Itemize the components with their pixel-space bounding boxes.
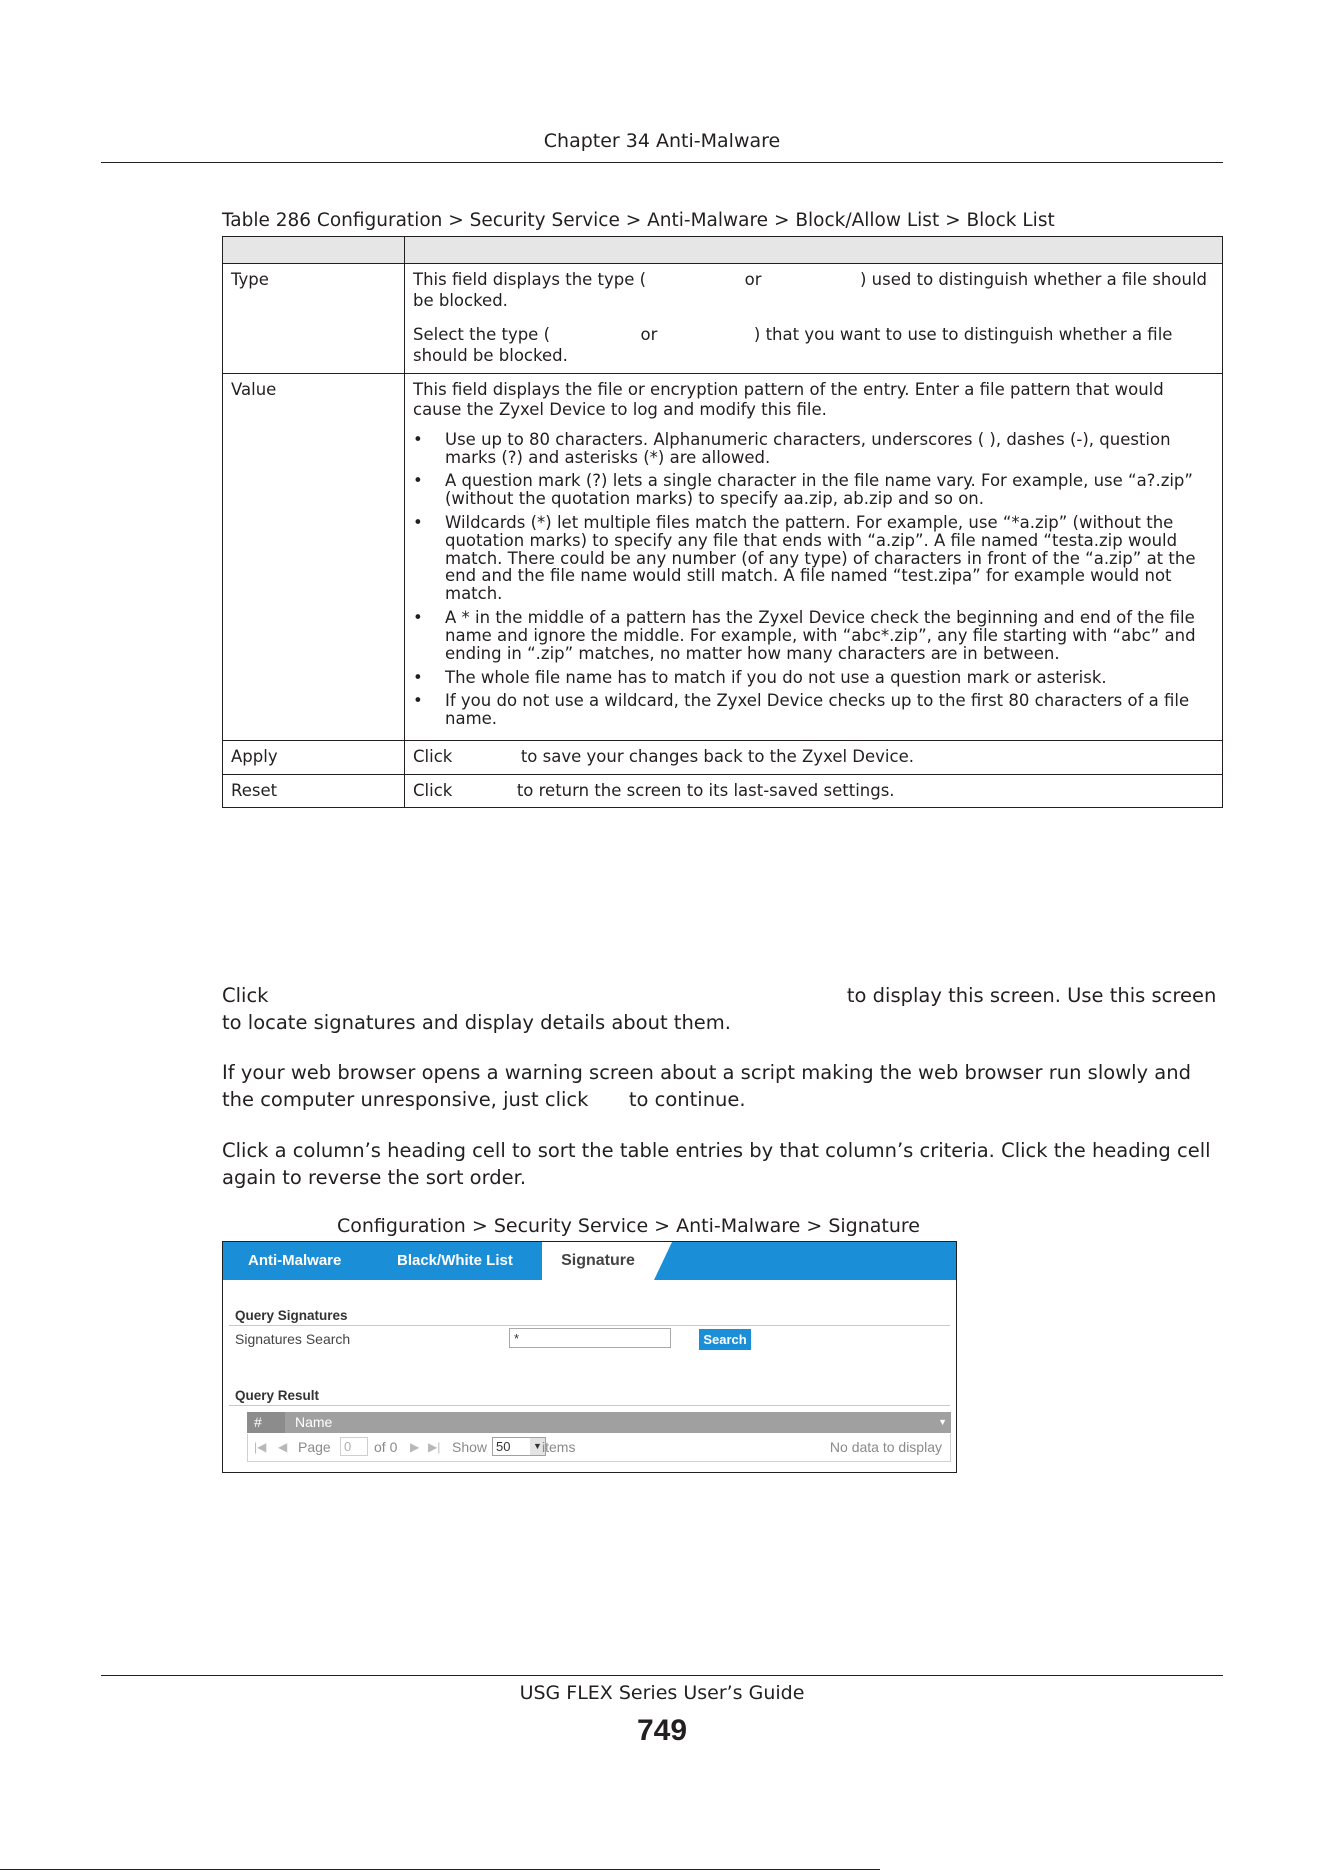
field-description-table [222, 236, 1223, 808]
signatures-search-input[interactable] [509, 1328, 671, 1348]
section-divider [229, 1405, 950, 1406]
table-row [223, 264, 1223, 374]
list-item: • A question mark (?) lets a single character in the file name vary. For example, use “a?.zip” (without the quotation marks) to specify aa.zip, ab.zip and so on. [445, 472, 1214, 508]
text-run: Select the type ( [413, 325, 551, 345]
table-row [223, 774, 1223, 808]
items-label: items [542, 1439, 576, 1455]
type-description-paragraph [413, 270, 1214, 311]
column-menu-icon[interactable]: ▼ [938, 1417, 947, 1427]
text-run: to display this screen. Use this screen to locate signatures and display details about them. [222, 984, 1217, 1034]
list-item: • Wildcards (*) let multiple files match the pattern. For example, use “*a.zip” (without the quotation marks) to specify any file that ends with “a.zip”. A file named “testa.zip would match. There could be any number (of any type) of characters in front of the “a.zip” at the end and the file name would still match. A file named “test.zipa” for example would not match. [445, 514, 1214, 603]
result-grid-pager [247, 1434, 951, 1462]
chapter-header: Chapter 34 Anti-Malware [543, 130, 781, 152]
footer-title: USG FLEX Series User’s Guide [519, 1682, 805, 1704]
list-item: • The whole file name has to match if you do not use a question mark or asterisk. [445, 669, 1214, 687]
column-header-name[interactable]: Name [295, 1414, 333, 1430]
text-run: ) that you want to use to distinguish whether a file should be blocked. [413, 325, 1173, 365]
row-description-reset [405, 774, 1223, 808]
table-caption: Table 286 Configuration > Security Service > Anti-Malware > Block/Allow List > Block List [222, 210, 1055, 231]
page-size-select[interactable] [492, 1437, 546, 1456]
text-run: or [744, 270, 762, 289]
table-row [223, 373, 1223, 740]
tab-notch [654, 1242, 672, 1280]
type-select-paragraph [413, 325, 1214, 366]
figure-caption: Configuration > Security Service > Anti-Malware > Signature [337, 1215, 920, 1237]
row-description-value [405, 373, 1223, 740]
text-run: to save your changes back to the Zyxel Device. [520, 746, 914, 766]
signature-screenshot [222, 1241, 957, 1473]
page-bottom-line [0, 1869, 880, 1870]
last-page-icon[interactable]: ▶| [428, 1440, 441, 1454]
list-item: • If you do not use a wildcard, the Zyxel Device checks up to the first 80 characters of a file name. [445, 692, 1214, 728]
page-number-input[interactable]: 0 [340, 1437, 368, 1456]
row-label-value: Value [223, 373, 405, 740]
text-run: Click [222, 984, 269, 1007]
tab-bar [223, 1242, 956, 1280]
column-header-number[interactable]: # [247, 1412, 285, 1433]
next-page-icon[interactable]: ▶ [410, 1440, 420, 1454]
row-description-apply [405, 740, 1223, 774]
page-number: 749 [636, 1714, 688, 1747]
query-signatures-title: Query Signatures [235, 1308, 348, 1323]
text-run: This field displays the type ( [413, 270, 647, 289]
body-paragraph-2 [222, 1059, 1222, 1113]
text-run: If your web browser opens a warning screen about a script making the web browser run slowly and the computer unresponsive, just click [222, 1061, 1191, 1111]
row-label-reset: Reset [223, 774, 405, 808]
value-intro: This field displays the file or encryption pattern of the entry. Enter a file pattern that would cause the Zyxel Device to log and modify this file. [413, 379, 1164, 420]
dropdown-caret-icon: ▼ [530, 1438, 545, 1455]
table-row [223, 740, 1223, 774]
page-label: Page [298, 1439, 331, 1455]
text-run: Click [413, 780, 453, 800]
search-button[interactable]: Search [699, 1329, 751, 1350]
text-run: to continue. [628, 1088, 746, 1111]
row-description-type [405, 264, 1223, 374]
prev-page-icon[interactable]: ◀ [278, 1440, 288, 1454]
row-label-type: Type [223, 264, 405, 374]
row-label-apply: Apply [223, 740, 405, 774]
tab-black-white-list[interactable]: Black/White List [397, 1252, 513, 1269]
body-paragraph-3: Click a column’s heading cell to sort the table entries by that column’s criteria. Click the heading cell again to reverse the sort order. [222, 1139, 1211, 1189]
result-grid-header [247, 1412, 951, 1433]
list-item: • A * in the middle of a pattern has the Zyxel Device check the beginning and end of the file name and ignore the middle. For example, with “abc*.zip”, any file starting with “abc” and ending in “.zip” matches, no matter how many characters are in between. [445, 609, 1214, 662]
show-label: Show [452, 1439, 488, 1455]
text-run: to return the screen to its last-saved settings. [516, 780, 895, 800]
first-page-icon[interactable]: |◀ [254, 1440, 267, 1454]
table-header-row [223, 237, 1223, 264]
query-result-title: Query Result [235, 1388, 320, 1403]
body-paragraph-1 [222, 982, 1222, 1036]
section-divider [229, 1325, 950, 1326]
table-header-description-cell [405, 237, 1223, 264]
page-size-value: 50 [496, 1439, 511, 1454]
page-count-label: of 0 [374, 1439, 398, 1455]
footer-rule [101, 1675, 1223, 1676]
value-bullet-list [413, 431, 1214, 728]
header-rule [101, 162, 1223, 163]
text-run: Click [413, 746, 453, 766]
signatures-search-label: Signatures Search [235, 1331, 351, 1347]
empty-grid-message: No data to display [829, 1439, 942, 1455]
tab-signature[interactable]: Signature [542, 1242, 654, 1282]
list-item: • Use up to 80 characters. Alphanumeric characters, underscores ( ), dashes (-), question marks (?) and asterisks (*) are allowed. [445, 431, 1214, 467]
table-header-label-cell [223, 237, 405, 264]
text-run: or [640, 325, 658, 345]
text-run: ) used to distinguish whether a file should be blocked. [413, 270, 1207, 310]
tab-anti-malware[interactable]: Anti-Malware [248, 1252, 342, 1269]
